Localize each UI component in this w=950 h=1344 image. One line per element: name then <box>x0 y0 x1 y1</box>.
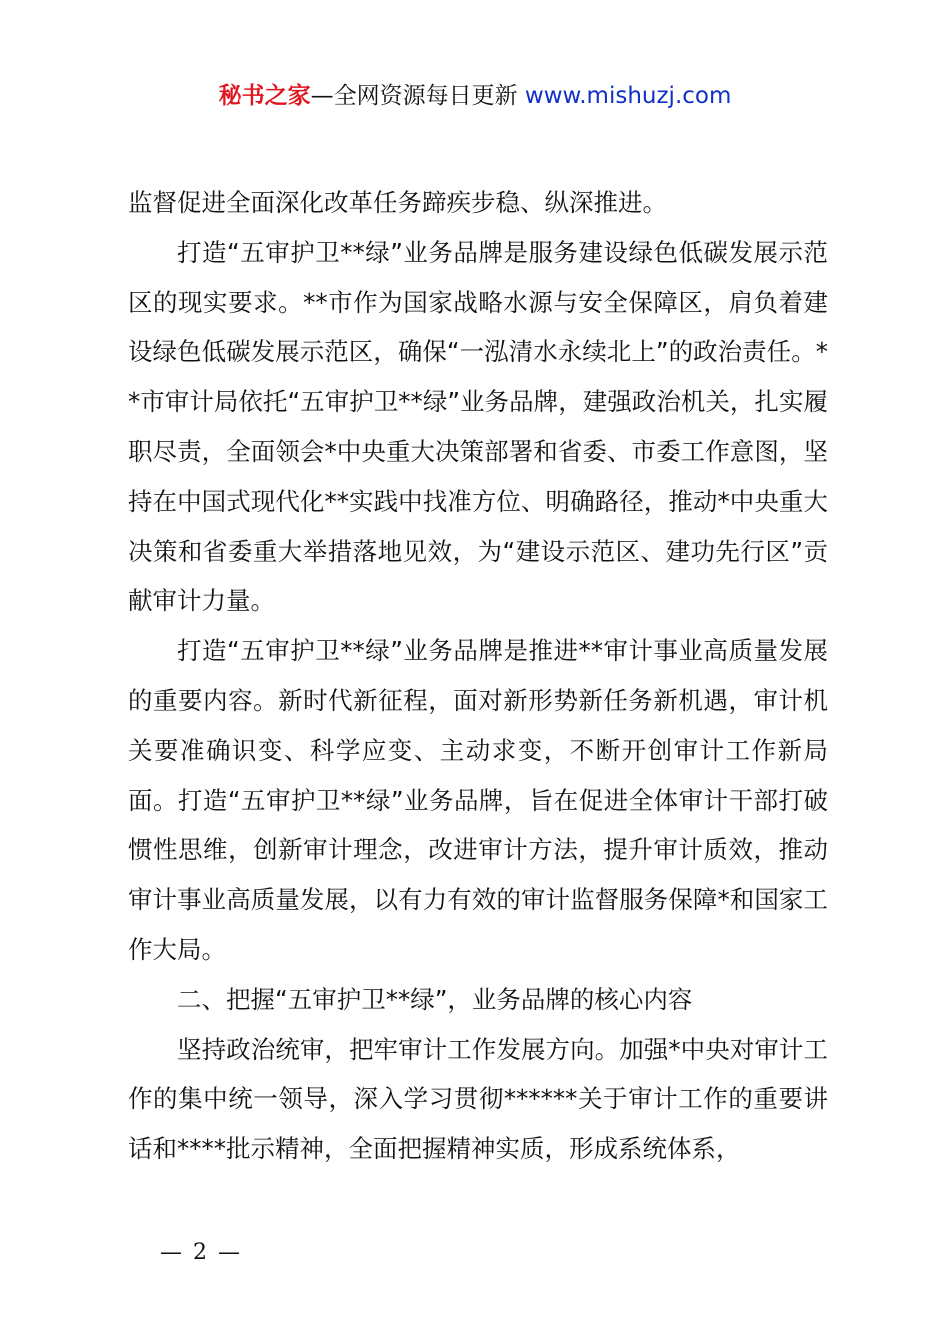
site-url[interactable]: www.mishuzj.com <box>524 83 732 109</box>
paragraph: 坚持政治统审，把牢审计工作发展方向。加强*中央对审计工作的集中统一领导，深入学习贯彻******关于审计工作的重要讲话和****批示精神，全面把握精神实质，形成系统体系， <box>128 1034 828 1164</box>
site-slogan: —全网资源每日更新 <box>310 83 518 109</box>
page-number: — 2 — <box>160 1240 242 1265</box>
section-heading: 二、把握“五审护卫**绿”，业务品牌的核心内容 <box>177 984 693 1014</box>
paragraph-continuation: 监督促进全面深化改革任务蹄疾步稳、纵深推进。 <box>128 188 667 217</box>
paragraph: 打造“五审护卫**绿”业务品牌是推进**审计事业高质量发展的重要内容。新时代新征程，面对新形势新任务新机遇，审计机关要准确识变、科学应变、主动求变，不断开创审计工作新局面。打造“五审护卫**绿”业务品牌，旨在促进全体审计干部打破惯性思维，创新审计理念，改进审计方法，提升审计质效，推动审计事业高质量发展，以有力有效的审计监督服务保障*和国家工作大局。 <box>128 636 828 964</box>
paragraph: 打造“五审护卫**绿”业务品牌是服务建设绿色低碳发展示范区的现实要求。**市作为国家战略水源与安全保障区，肩负着建设绿色低碳发展示范区，确保“一泓清水永续北上”的政治责任。**市审计局依托“五审护卫**绿”业务品牌，建强政治机关，扎实履职尽责，全面领会*中央重大决策部署和省委、市委工作意图，坚持在中国式现代化**实践中找准方位、明确路径，推动*中央重大决策和省委重大举措落地见效，为“建设示范区、建功先行区”贡献审计力量。 <box>128 237 828 616</box>
site-brand: 秘书之家 <box>218 83 311 109</box>
site-header <box>0 80 950 112</box>
document-body <box>128 178 828 1174</box>
